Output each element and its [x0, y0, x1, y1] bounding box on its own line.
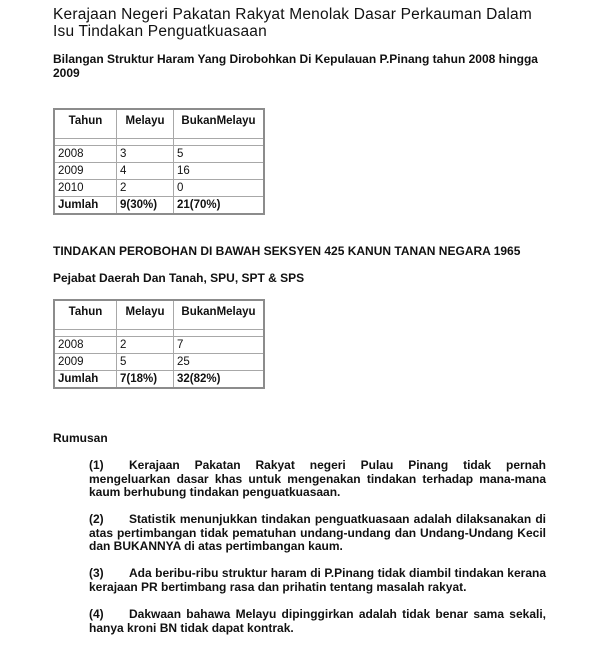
demolition-table-2008-2009 [53, 299, 265, 389]
column-header-year: Tahun [54, 300, 117, 330]
cell-non-malay: 25 [174, 354, 265, 371]
point-text: Statistik menunjukkan tindakan penguatkuasaan adalah dilaksanakan di atas pertimbangan tidak pematuhan undang-undang dan Undang-Undang Kecil dan BUKANNYA di atas pertimbangan kaum. [89, 512, 546, 553]
point-text: Kerajaan Pakatan Rakyat negeri Pulau Pinang tidak pernah mengeluarkan dasar khas untuk mengenakan tindakan terhadap mana-mana kaum berhubung tindakan penguatkuasaan. [89, 458, 546, 499]
cell-malay: 2 [117, 180, 174, 197]
point-number: (1) [89, 458, 104, 472]
table-row [54, 163, 264, 180]
page-title: Kerajaan Negeri Pakatan Rakyat Menolak Dasar Perkauman Dalam Isu Tindakan Penguatkuasaan [53, 6, 532, 40]
summary-point [89, 513, 546, 554]
demolition-table-2008-2010 [53, 108, 265, 215]
section-heading: TINDAKAN PEROBOHAN DI BAWAH SEKSYEN 425 KANUN TANAN NEGARA 1965 [53, 244, 521, 258]
cell-non-malay: 0 [174, 180, 265, 197]
table-row [54, 180, 264, 197]
cell-total-label: Jumlah [54, 197, 117, 215]
table-header-row [54, 109, 264, 139]
cell-year: 2009 [54, 163, 117, 180]
column-header-year: Tahun [54, 109, 117, 139]
summary-point [89, 459, 546, 500]
column-header-malay: Melayu [117, 300, 174, 330]
table-row [54, 146, 264, 163]
cell-total-malay: 9(30%) [117, 197, 174, 215]
point-number: (4) [89, 607, 104, 621]
table-total-row [54, 371, 264, 389]
point-number: (3) [89, 566, 104, 580]
cell-malay: 3 [117, 146, 174, 163]
table1-caption: Bilangan Struktur Haram Yang Dirobohkan Di Kepulauan P.Pinang tahun 2008 hingga 2009 [53, 52, 538, 80]
column-header-non-malay: BukanMelayu [174, 109, 265, 139]
table-total-row [54, 197, 264, 215]
column-header-malay: Melayu [117, 109, 174, 139]
table-header-row [54, 300, 264, 330]
table-row [54, 337, 264, 354]
cell-malay: 4 [117, 163, 174, 180]
summary-point [89, 567, 546, 594]
cell-malay: 2 [117, 337, 174, 354]
cell-total-non-malay: 21(70%) [174, 197, 265, 215]
office-heading: Pejabat Daerah Dan Tanah, SPU, SPT & SPS [53, 271, 305, 285]
point-text: Ada beribu-ribu struktur haram di P.Pinang tidak diambil tindakan kerana kerajaan PR bertimbang rasa dan prihatin tentang masalah rakyat. [89, 566, 546, 594]
cell-year: 2008 [54, 337, 117, 354]
column-header-non-malay: BukanMelayu [174, 300, 265, 330]
summary-heading: Rumusan [53, 431, 108, 445]
point-text: Dakwaan bahawa Melayu dipinggirkan adalah tidak benar sama sekali, hanya kroni BN tidak dapat kontrak. [89, 607, 546, 635]
cell-total-non-malay: 32(82%) [174, 371, 265, 389]
cell-malay: 5 [117, 354, 174, 371]
cell-year: 2010 [54, 180, 117, 197]
cell-non-malay: 5 [174, 146, 265, 163]
cell-non-malay: 16 [174, 163, 265, 180]
cell-year: 2008 [54, 146, 117, 163]
cell-year: 2009 [54, 354, 117, 371]
cell-total-label: Jumlah [54, 371, 117, 389]
cell-non-malay: 7 [174, 337, 265, 354]
point-number: (2) [89, 512, 104, 526]
cell-total-malay: 7(18%) [117, 371, 174, 389]
summary-point [89, 608, 546, 635]
table-row [54, 354, 264, 371]
